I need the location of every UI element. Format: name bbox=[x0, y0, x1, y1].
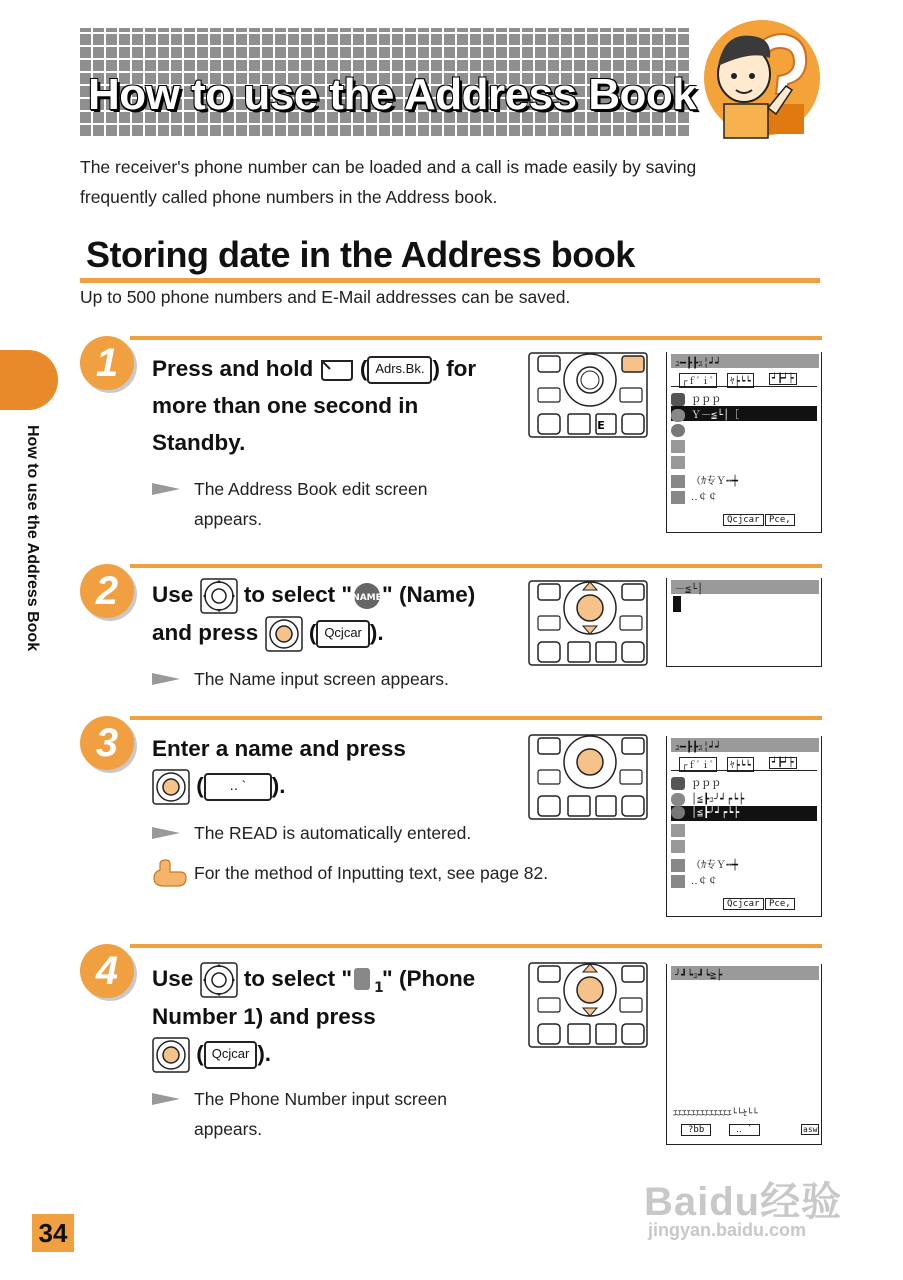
step-4-result-line-2: appears. bbox=[194, 1119, 263, 1139]
name-screen-title: －≦└│ bbox=[675, 584, 704, 595]
phone-digits-row: ｴｴｴｴｴｴｴｴｴｴｴｴｴ└└ｾ└└ bbox=[673, 1109, 758, 1119]
step-3-hint-text: For the method of Inputting text, see page 82. bbox=[194, 863, 549, 883]
intro-line-2: frequently called phone numbers in the Address book. bbox=[80, 187, 498, 207]
step-4-text-c: " (Phone bbox=[382, 966, 476, 991]
step-4-text-line-2: Number 1) and press bbox=[152, 1004, 376, 1030]
result-arrow-icon bbox=[152, 483, 180, 495]
title-banner bbox=[80, 28, 697, 136]
result-arrow-icon bbox=[152, 673, 180, 685]
mascot-illustration bbox=[700, 14, 824, 138]
section-heading bbox=[80, 230, 820, 283]
confirm-key-label: ‥ ` bbox=[204, 773, 272, 801]
row-7-text: ‥￠￠ bbox=[691, 492, 718, 503]
step-2-text-a: Use bbox=[152, 582, 194, 607]
section-subtitle: Up to 500 phone numbers and E-Mail addresses can be saved. bbox=[80, 287, 571, 307]
row-2-text: │≦┣ｭ╯┙┍┕┝ bbox=[691, 794, 745, 805]
step-4-badge: 4 bbox=[80, 944, 134, 998]
phone-screen-title: ╯┛┕ｭ┛┕≧┝ bbox=[675, 970, 723, 981]
step-1-result-line-2: appears. bbox=[194, 509, 263, 529]
page-number: 34 bbox=[32, 1214, 74, 1252]
screen-address-book-list bbox=[666, 352, 822, 533]
step-2-instruction: Use to select " NAME " (Name) and press ( Qcjcar ). bbox=[152, 576, 522, 652]
softkey-right: Pce, bbox=[765, 514, 795, 526]
screen-tab-2: ﾔ┝┕┕ bbox=[727, 373, 754, 388]
row-6-text: （ｶ专Ｙ┅┿ bbox=[691, 860, 739, 871]
keypad-diagram-step-2 bbox=[528, 580, 648, 666]
intro-text bbox=[80, 152, 800, 212]
step-4-result bbox=[152, 1084, 492, 1144]
result-arrow-icon bbox=[152, 827, 180, 839]
screen-name-input bbox=[666, 578, 822, 667]
step-4-divider bbox=[130, 944, 822, 948]
phone-number-1-icon bbox=[352, 966, 384, 997]
softkey-right: Pce, bbox=[765, 898, 795, 910]
step-1-text-b: for bbox=[446, 356, 477, 381]
step-4-text-a: Use bbox=[152, 966, 194, 991]
step-3-divider bbox=[130, 716, 822, 720]
pointing-hand-icon bbox=[152, 858, 188, 888]
row-1-text: ｐｐｐ bbox=[691, 394, 722, 405]
navigation-key-icon bbox=[200, 962, 238, 998]
step-2-text-c: " (Name) bbox=[382, 582, 476, 607]
row-2-text: Ｙ－≦└│［ bbox=[691, 410, 740, 421]
watermark-url: jingyan.baidu.com bbox=[648, 1220, 807, 1240]
svg-text:NAME: NAME bbox=[352, 593, 382, 604]
screen-tab-3: ┙┣┙┝ bbox=[769, 757, 797, 769]
step-1-text-a: Press and hold bbox=[152, 356, 314, 381]
adrs-bk-key-label: Adrs.Bk. bbox=[367, 356, 432, 384]
screen-phone-number-input bbox=[666, 964, 822, 1145]
center-key-icon bbox=[152, 769, 190, 805]
screen-title: ｭ━┣┣ｭ╎┙┙ bbox=[675, 742, 722, 753]
step-4-text-b: to select " bbox=[243, 966, 353, 991]
step-2-result bbox=[152, 664, 492, 694]
screen-title: ｭ━┣┣ｭ╎┙┙ bbox=[675, 358, 722, 369]
navigation-key-icon bbox=[200, 578, 238, 614]
address-book-key-icon bbox=[320, 358, 354, 382]
phone-softkey-center: ‥ ` bbox=[729, 1124, 760, 1136]
step-1-instruction: Press and hold ( Adrs.Bk. ) for more than one second in Standby. bbox=[152, 350, 522, 461]
center-key-icon bbox=[152, 1037, 190, 1073]
step-2-text-b: to select " bbox=[243, 582, 353, 607]
step-2-text-d: and press bbox=[152, 620, 259, 646]
step-2-divider bbox=[130, 564, 822, 568]
row-7-text: ‥￠￠ bbox=[691, 876, 718, 887]
phone-softkey-right: asw bbox=[803, 1125, 818, 1134]
step-3-hint bbox=[152, 858, 572, 888]
softkey-left: Qcjcar bbox=[723, 514, 764, 526]
screen-tab-2: ﾔ┝┕┕ bbox=[727, 757, 754, 772]
step-3-badge: 3 bbox=[80, 716, 134, 770]
softkey-left: Qcjcar bbox=[723, 898, 764, 910]
watermark bbox=[640, 1150, 850, 1250]
screen-tab-1: ┌ｆﾟｉﾟ bbox=[679, 757, 717, 772]
row-6-text: （ｶ专Ｙ┅┿ bbox=[691, 476, 739, 487]
result-arrow-icon bbox=[152, 1093, 180, 1105]
screen-tab-3: ┙┣┙┝ bbox=[769, 373, 797, 385]
step-1-divider bbox=[130, 336, 822, 340]
step-1-badge: 1 bbox=[80, 336, 134, 390]
watermark-logo: Baidu经验 bbox=[644, 1180, 843, 1224]
name-icon bbox=[352, 582, 382, 610]
keypad-diagram-step-3 bbox=[528, 734, 648, 820]
step-2-badge: 2 bbox=[80, 564, 134, 618]
text-cursor bbox=[673, 596, 681, 612]
phone-softkey-left: ?bb bbox=[681, 1124, 711, 1136]
intro-line-1: The receiver's phone number can be loaded and a call is made easily by saving bbox=[80, 157, 697, 177]
section-title: Storing date in the Address book bbox=[86, 234, 635, 275]
svg-text:1: 1 bbox=[374, 980, 384, 997]
row-1-text: ｐｐｐ bbox=[691, 778, 722, 789]
step-1-text-line-2: more than one second in bbox=[152, 393, 419, 418]
side-chapter-label: How to use the Address Book bbox=[24, 425, 41, 652]
keypad-diagram-step-4 bbox=[528, 962, 648, 1048]
screen-address-book-edit bbox=[666, 736, 822, 917]
row-3-text: │≦┣╯┙┍┕┝ bbox=[691, 807, 740, 819]
center-key-icon bbox=[265, 616, 303, 652]
step-1-result bbox=[152, 474, 492, 534]
keypad-diagram-step-1 bbox=[528, 352, 648, 438]
step-3-result bbox=[152, 818, 532, 848]
step-1-result-line-1: The Address Book edit screen bbox=[194, 479, 428, 499]
step-2-result-line-1: The Name input screen appears. bbox=[194, 669, 449, 689]
screen-tab-1: ┌ｆﾟｉﾟ bbox=[679, 373, 717, 388]
page-title: How to use the Address Book bbox=[88, 70, 697, 119]
step-4-instruction: Use to select " 1 " (Phone Number 1) and press ( Qcjcar ). bbox=[152, 960, 522, 1073]
select-key-label: Qcjcar bbox=[316, 620, 370, 648]
select-key-label: Qcjcar bbox=[204, 1041, 258, 1069]
step-3-text-line-1: Enter a name and press bbox=[152, 736, 406, 761]
keypad-e-label: E bbox=[597, 419, 605, 432]
side-tab-marker bbox=[0, 350, 58, 410]
step-1-text-line-3: Standby. bbox=[152, 430, 246, 455]
step-3-result-line-1: The READ is automatically entered. bbox=[194, 823, 472, 843]
step-3-instruction: Enter a name and press ( ‥ ` ). bbox=[152, 730, 522, 805]
step-4-result-line-1: The Phone Number input screen bbox=[194, 1089, 447, 1109]
